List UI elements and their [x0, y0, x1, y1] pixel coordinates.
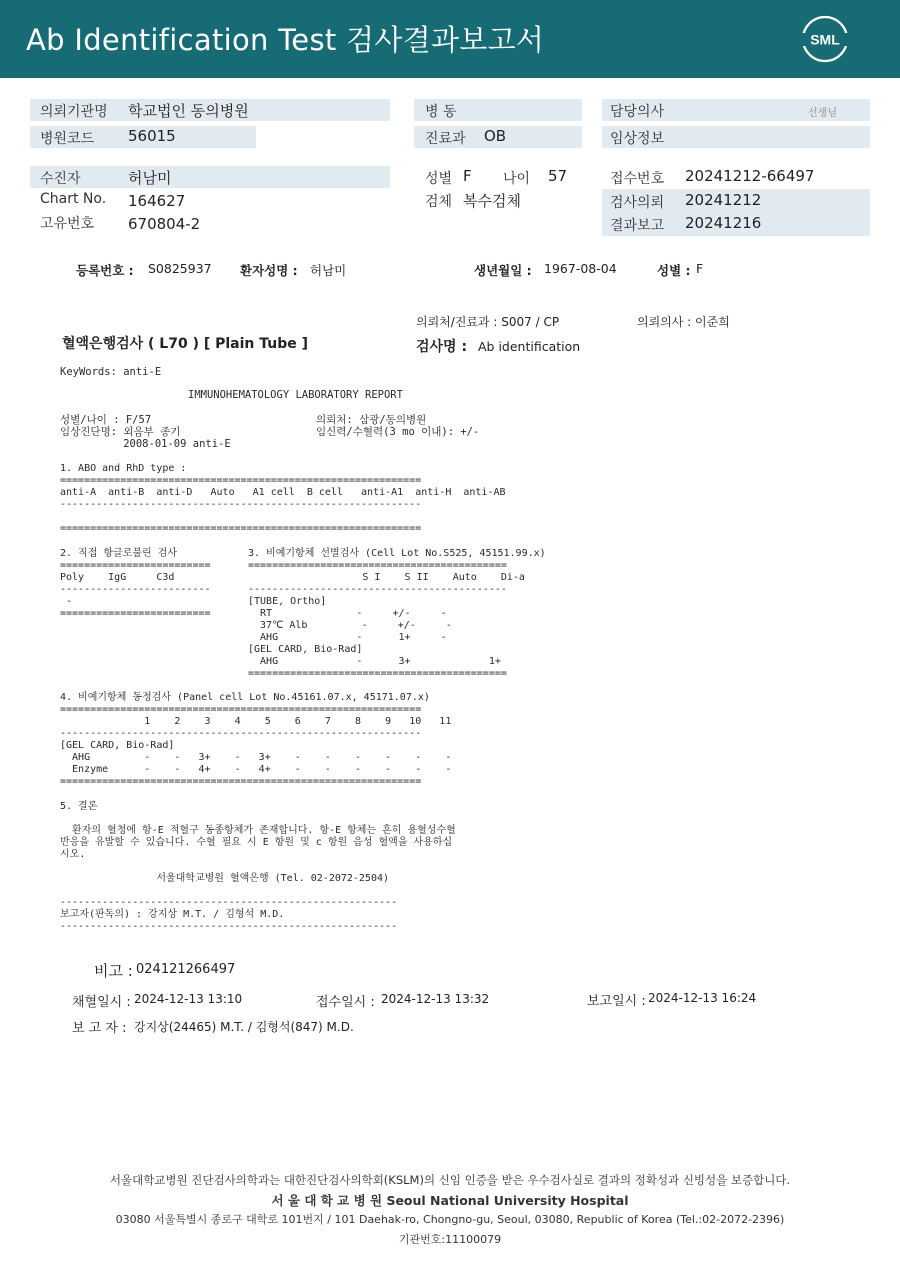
report-header — [0, 0, 900, 78]
section-dat: 2. 직접 항글로불린 검사 ========================= Poly IgG C3d ------------------------- - ========================= — [60, 548, 211, 619]
sex-value: F — [463, 167, 472, 185]
collect-value: 2024-12-13 13:10 — [134, 992, 243, 1006]
dept-line: 의뢰처/진료과 : S007 / CP — [416, 315, 560, 329]
request-label: 검사의뢰 — [610, 195, 665, 211]
patient-label: 수진자 — [40, 171, 81, 187]
sex-label: 성별 — [425, 171, 453, 187]
reporter-label: 보 고 자 : — [72, 1021, 127, 1036]
svg-text:SML: SML — [810, 31, 840, 48]
dept-label: 진료과 — [425, 131, 466, 147]
footer-hospital: 서 울 대 학 교 병 원 Seoul National University Hospital — [271, 1193, 629, 1208]
collect-label: 채혈일시 : — [72, 995, 131, 1010]
chart-value: 164627 — [128, 192, 186, 210]
test-name-label: 검사명 : — [416, 339, 468, 355]
section-conclusion: 5. 결론 환자의 혈청에 항-E 적혈구 동종항체가 존재합니다. 항-E 항체는 흔히 용혈성수혈 반응을 유발할 수 있습니다. 수혈 필요 시 E 항원 및 c 항원 음성 혈액을 사용하십 시오. 서울대학교병원 혈액은행 (Tel. 02-2072-2504) -------------------------------------------------------- 보고자(판독의) : 강지상 M.T. / 김형석 M.D. -------------------------------------------------------- — [60, 801, 456, 932]
immuno-report-title: IMMUNOHEMATOLOGY LABORATORY REPORT — [188, 389, 403, 401]
receive-value: 2024-12-13 13:32 — [381, 992, 490, 1006]
institution-value: 학교법인 동의병원 — [128, 102, 249, 120]
specimen-label: 검체 — [425, 194, 453, 210]
remark-value: 024121266497 — [136, 962, 236, 977]
footer-certification: 서울대학교병원 진단검사의학과는 대한진단검사의학회(KSLM)의 신임 인증을 받은 우수검사실로 결과의 정확성과 신빙성을 보증합니다. — [109, 1173, 791, 1187]
receipt-label: 접수번호 — [610, 171, 665, 187]
patient-box — [30, 166, 390, 188]
specimen-value: 복수검체 — [463, 192, 521, 210]
clinical-label: 임상정보 — [610, 131, 665, 147]
reporter-value: 강지상(24465) M.T. / 김형석(847) M.D. — [134, 1020, 354, 1034]
receipt-value: 20241212-66497 — [685, 167, 815, 185]
reg-label: 등록번호 : — [76, 263, 134, 278]
report-info-left: 성별/나이 : F/57 임상진단명: 외음부 종기 2008-01-09 anti-E — [60, 414, 231, 450]
report-time-label: 보고일시 : — [587, 994, 646, 1009]
doctor-line: 의뢰의사 : 이준희 — [637, 315, 730, 329]
test-name-value: Ab identification — [478, 339, 581, 354]
unique-label: 고유번호 — [40, 216, 95, 232]
age-value: 57 — [548, 167, 568, 185]
institution-label: 의뢰기관명 — [40, 104, 108, 120]
ward-label: 병 동 — [425, 104, 457, 120]
section-identification: 4. 비예기항체 동정검사 (Panel cell Lot No.45161.07.x, 45171.07.x) ============================================================ 1 2 3 4 5 6 7 8 9 10 11 ------------------------------------------------------------ [GEL CARD, Bio-Rad] AHG - - 3+ - 3+ - - - - - - Enzyme - - 4+ - 4+ - - - - - - ============================================================ — [60, 692, 452, 787]
report-date-label: 결과보고 — [610, 218, 665, 234]
report-info-right: 의뢰처: 삼광/동의병원 임신력/수혈력(3 mo 이내): +/- — [316, 414, 480, 438]
scan-sex-label: 성별 : — [657, 263, 691, 278]
sml-logo-icon — [800, 14, 850, 64]
remark-label: 비고 : — [94, 962, 133, 980]
footer-address: 03080 서울특별시 종로구 대학로 101번지 / 101 Daehak-ro, Chongno-gu, Seoul, 03080, Republic of Korea (Tel.:02-2072-2396) — [115, 1213, 785, 1226]
age-label: 나이 — [503, 171, 531, 187]
chart-label: Chart No. — [40, 191, 107, 207]
name-label: 환자성명 : — [240, 263, 298, 278]
test-group: 혈액은행검사 ( L70 ) [ Plain Tube ] — [62, 336, 309, 352]
dob-value: 1967-08-04 — [544, 261, 617, 276]
unique-value: 670804-2 — [128, 215, 201, 233]
reg-value: S0825937 — [148, 261, 212, 276]
report-title: Ab Identification Test 검사결과보고서 — [26, 23, 545, 57]
request-value: 20241212 — [685, 191, 762, 209]
scan-sex-value: F — [696, 261, 704, 276]
dept-value: OB — [484, 127, 507, 145]
patient-value: 허남미 — [128, 169, 172, 187]
footer-institution-number: 기관번호:11100079 — [398, 1233, 502, 1246]
doctor-label: 담당의사 — [610, 104, 665, 120]
hospital-code-label: 병원코드 — [40, 131, 95, 147]
name-value: 허남미 — [310, 263, 347, 278]
section-abo: 1. ABO and RhD type : ============================================================ anti-A anti-B anti-D Auto A1 cell B cell anti-A1 anti-H anti-AB ------------------------------------------------------------ ============================================================ — [60, 463, 506, 534]
receive-label: 접수일시 : — [316, 995, 375, 1010]
report-time-value: 2024-12-13 16:24 — [648, 991, 757, 1005]
dob-label: 생년월일 : — [474, 263, 532, 278]
section-screening: 3. 비예기항체 선별검사 (Cell Lot No.S525, 45151.99.x) =========================================== S I S II Auto Di-a ------------------------------------------- [TUBE, Ortho] RT - +/- - 37℃ Alb - +/- - AHG - 1+ - [GEL CARD, Bio-Rad] AHG - 3+ 1+ =========================================== — [248, 548, 546, 679]
doctor-suffix: 선생님 — [808, 108, 837, 119]
hospital-code-value: 56015 — [128, 127, 176, 145]
report-date-value: 20241216 — [685, 214, 762, 232]
keywords: KeyWords: anti-E — [60, 366, 162, 378]
